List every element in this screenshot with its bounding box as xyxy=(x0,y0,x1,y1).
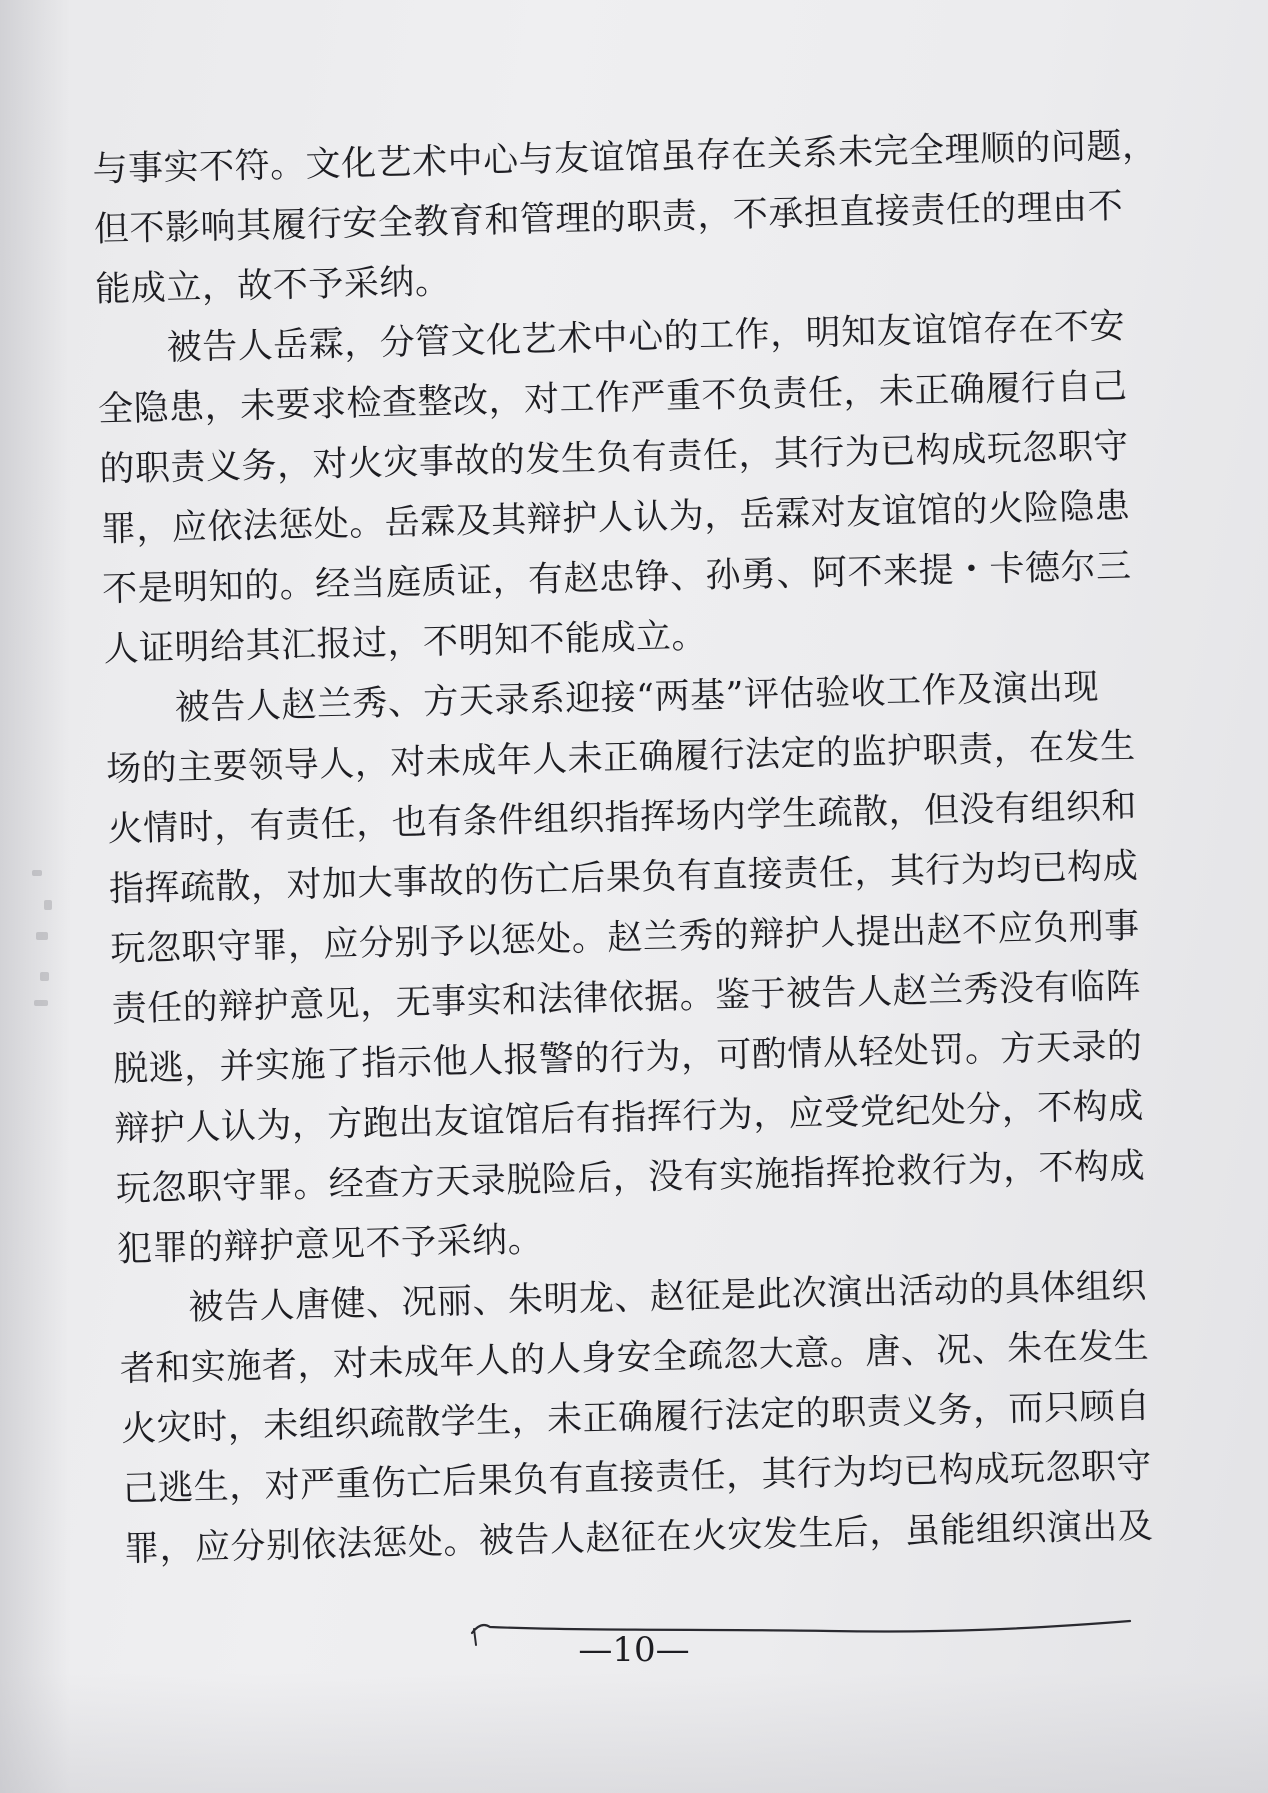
text-line: 的职责义务，对火灾事故的发生负有责任，其行为已构成玩忽职守 xyxy=(99,426,1130,490)
speck xyxy=(34,1000,48,1006)
text-line: 罪，应依法惩处。岳霖及其辩护人认为，岳霖对友谊馆的火险隐患 xyxy=(100,486,1131,550)
text-line: 罪，应分别依法惩处。被告人赵征在火灾发生后，虽能组织演出及 xyxy=(123,1506,1154,1570)
text-line: 不是明知的。经当庭质证，有赵忠铮、孙勇、阿不来提・卡德尔三 xyxy=(101,546,1132,610)
text-line: 犯罪的辩护意见不予采纳。 xyxy=(116,1220,544,1270)
text-line: 人证明给其汇报过，不明知不能成立。 xyxy=(103,616,708,670)
text-line: 己逃生，对严重伤亡后果负有直接责任，其行为均已构成玩忽职守 xyxy=(122,1446,1153,1510)
text-line: 辩护人认为，方跑出友谊馆后有指挥行为，应受党纪处分，不构成 xyxy=(114,1086,1145,1150)
text-line: 火灾时，未组织疏散学生，未正确履行法定的职责义务，而只顾自 xyxy=(120,1386,1151,1450)
text-line: 火情时，有责任，也有条件组织指挥场内学生疏散，但没有组织和 xyxy=(107,786,1138,850)
text-line: 责任的辩护意见，无事实和法律依据。鉴于被告人赵兰秀没有临阵 xyxy=(111,966,1142,1030)
speck xyxy=(36,932,48,940)
text-line: 与事实不符。文化艺术中心与友谊馆虽存在关系未完全理顺的问题， xyxy=(92,125,1158,190)
text-line: 场的主要领导人，对未成年人未正确履行法定的监护职责，在发生 xyxy=(105,726,1136,790)
paper-specks xyxy=(30,860,70,1020)
text-line: 能成立，故不予采纳。 xyxy=(94,261,451,310)
paragraph-start-line: 被告人唐健、况丽、朱明龙、赵征是此次演出活动的具体组织 xyxy=(188,1266,1148,1329)
page-number: —10— xyxy=(578,1630,690,1670)
page-shadow-bottom xyxy=(0,1673,1268,1793)
text-line: 脱逃，并实施了指示他人报警的行为，可酌情从轻处罚。方天录的 xyxy=(112,1026,1143,1090)
text-line: 玩忽职守罪，应分别予以惩处。赵兰秀的辩护人提出赵不应负刑事 xyxy=(109,906,1141,970)
speck xyxy=(44,900,52,910)
text-line: 全隐患，未要求检查整改，对工作严重不负责任，未正确履行自己 xyxy=(97,366,1128,430)
speck xyxy=(40,972,49,981)
speck xyxy=(32,870,42,876)
paragraph-start-line: 被告人岳霖，分管文化艺术中心的工作，明知友谊馆存在不安 xyxy=(166,306,1126,369)
text-line: 指挥疏散，对加大事故的伤亡后果负有直接责任，其行为均已构成 xyxy=(108,846,1139,910)
text-line: 者和实施者，对未成年人的人身安全疏忽大意。唐、况、朱在发生 xyxy=(119,1326,1150,1390)
document-body xyxy=(92,116,1184,1580)
text-line: 但不影响其履行安全教育和管理的职责，不承担直接责任的理由不 xyxy=(93,186,1124,250)
text-line: 玩忽职守罪。经查方天录脱险后，没有实施指挥抢救行为，不构成 xyxy=(115,1146,1146,1210)
paragraph-start-line: 被告人赵兰秀、方天录系迎接“两基”评估验收工作及演出现 xyxy=(174,667,1100,729)
